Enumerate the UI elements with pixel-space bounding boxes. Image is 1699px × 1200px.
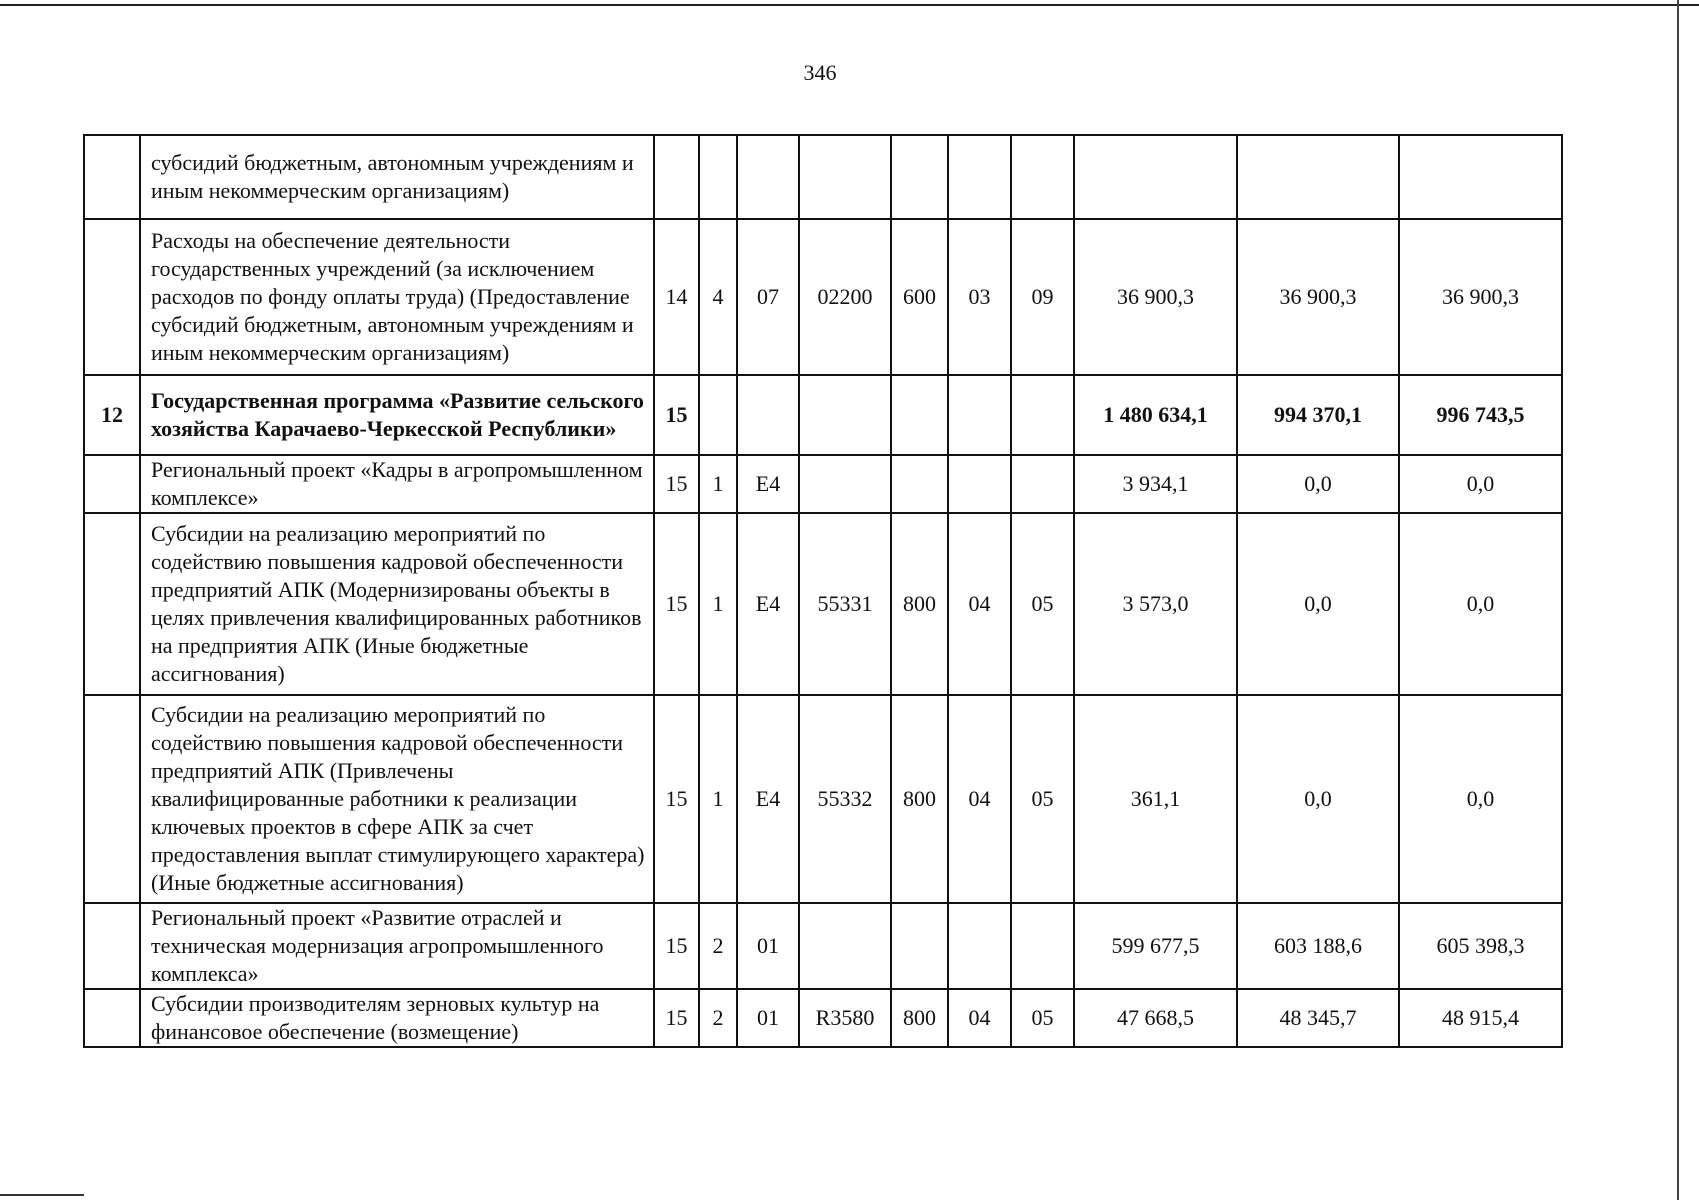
row-number-cell [84,695,140,903]
scan-border-right [1677,0,1679,1200]
amount-year3-cell: 36 900,3 [1399,219,1562,375]
row-number-cell [84,219,140,375]
amount-year3-cell: 0,0 [1399,695,1562,903]
subsection-cell: 09 [1011,219,1074,375]
amount-year3-cell: 605 398,3 [1399,903,1562,989]
section-cell: 04 [948,513,1011,695]
code-direction-cell [799,375,891,455]
expense-type-cell: 800 [891,513,948,695]
row-number-cell [84,455,140,513]
code-project-cell [737,375,799,455]
row-name-cell: Государственная программа «Развитие сельского хозяйства Карачаево-Черкесской Республики» [140,375,654,455]
code-direction-cell: 55331 [799,513,891,695]
code-sub-cell: 4 [699,219,737,375]
code-sub-cell: 2 [699,989,737,1047]
row-name-cell: Субсидии на реализацию мероприятий по содействию повышения кадровой обеспеченности предприятий АПК (Модернизированы объекты в целях привлечения квалифицированных работников на предприятия АПК (Иные бюджетные ассигнования) [140,513,654,695]
amount-year2-cell: 994 370,1 [1237,375,1399,455]
expense-type-cell [891,455,948,513]
code-project-cell [737,135,799,219]
code-direction-cell: 02200 [799,219,891,375]
section-cell: 03 [948,219,1011,375]
subsection-cell [1011,375,1074,455]
amount-year2-cell: 603 188,6 [1237,903,1399,989]
code-sub-cell [699,135,737,219]
amount-year1-cell: 599 677,5 [1074,903,1237,989]
amount-year2-cell: 0,0 [1237,513,1399,695]
amount-year1-cell: 3 573,0 [1074,513,1237,695]
expense-type-cell [891,135,948,219]
row-number-cell [84,903,140,989]
expense-type-cell [891,375,948,455]
code-project-cell: Е4 [737,513,799,695]
table-row [84,513,1562,695]
subsection-cell [1011,455,1074,513]
amount-year1-cell [1074,135,1237,219]
row-number-cell: 12 [84,375,140,455]
amount-year3-cell: 0,0 [1399,513,1562,695]
code-direction-cell [799,135,891,219]
amount-year2-cell: 0,0 [1237,455,1399,513]
code-sub-cell: 1 [699,695,737,903]
code-sub-cell: 1 [699,455,737,513]
amount-year1-cell: 47 668,5 [1074,989,1237,1047]
amount-year3-cell: 0,0 [1399,455,1562,513]
row-name-cell: Субсидии производителям зерновых культур на финансовое обеспечение (возмещение) [140,989,654,1047]
section-cell [948,375,1011,455]
section-cell: 04 [948,695,1011,903]
amount-year2-cell [1237,135,1399,219]
amount-year3-cell: 996 743,5 [1399,375,1562,455]
table-row [84,135,1562,219]
code-direction-cell: R3580 [799,989,891,1047]
code-sub-cell: 1 [699,513,737,695]
code-project-cell: Е4 [737,695,799,903]
amount-year2-cell: 48 345,7 [1237,989,1399,1047]
row-number-cell [84,989,140,1047]
code-direction-cell: 55332 [799,695,891,903]
section-cell: 04 [948,989,1011,1047]
amount-year2-cell: 0,0 [1237,695,1399,903]
code-gp-cell [654,135,699,219]
code-project-cell: 01 [737,903,799,989]
code-sub-cell [699,375,737,455]
code-project-cell: 01 [737,989,799,1047]
expense-type-cell [891,903,948,989]
code-direction-cell [799,455,891,513]
amount-year1-cell: 36 900,3 [1074,219,1237,375]
page-number: 346 [803,60,837,85]
code-gp-cell: 15 [654,455,699,513]
subsection-cell: 05 [1011,989,1074,1047]
section-cell [948,135,1011,219]
amount-year2-cell: 36 900,3 [1237,219,1399,375]
expense-type-cell: 600 [891,219,948,375]
budget-table [83,134,1563,1048]
subsection-cell [1011,903,1074,989]
subsection-cell: 05 [1011,695,1074,903]
amount-year1-cell: 1 480 634,1 [1074,375,1237,455]
row-number-cell [84,513,140,695]
code-gp-cell: 15 [654,375,699,455]
table-row [84,455,1562,513]
scan-border-bottom [0,1194,84,1196]
row-name-cell: субсидий бюджетным, автономным учреждениям и иным некоммерческим организациям) [140,135,654,219]
row-name-cell: Региональный проект «Развитие отраслей и техническая модернизация агропромышленного комплекса» [140,903,654,989]
expense-type-cell: 800 [891,989,948,1047]
code-project-cell: Е4 [737,455,799,513]
scan-border-top [0,4,1699,6]
code-gp-cell: 15 [654,989,699,1047]
row-name-cell: Расходы на обеспечение деятельности государственных учреждений (за исключением расходов по фонду оплаты труда) (Предоставление субсидий бюджетным, автономным учреждениям и иным некоммерческим организациям) [140,219,654,375]
section-cell [948,903,1011,989]
code-project-cell: 07 [737,219,799,375]
code-gp-cell: 15 [654,903,699,989]
code-gp-cell: 14 [654,219,699,375]
amount-year1-cell: 361,1 [1074,695,1237,903]
table-row [84,219,1562,375]
amount-year3-cell [1399,135,1562,219]
code-direction-cell [799,903,891,989]
code-sub-cell: 2 [699,903,737,989]
section-cell [948,455,1011,513]
expense-type-cell: 800 [891,695,948,903]
subsection-cell [1011,135,1074,219]
table-row [84,375,1562,455]
row-name-cell: Региональный проект «Кадры в агропромышленном комплексе» [140,455,654,513]
table-row [84,989,1562,1047]
code-gp-cell: 15 [654,695,699,903]
row-name-cell: Субсидии на реализацию мероприятий по содействию повышения кадровой обеспеченности предприятий АПК (Привлечены квалифицированные работники к реализации ключевых проектов в сфере АПК за счет предоставления выплат стимулирующего характера) (Иные бюджетные ассигнования) [140,695,654,903]
amount-year3-cell: 48 915,4 [1399,989,1562,1047]
code-gp-cell: 15 [654,513,699,695]
subsection-cell: 05 [1011,513,1074,695]
table-row [84,903,1562,989]
table-row [84,695,1562,903]
amount-year1-cell: 3 934,1 [1074,455,1237,513]
row-number-cell [84,135,140,219]
